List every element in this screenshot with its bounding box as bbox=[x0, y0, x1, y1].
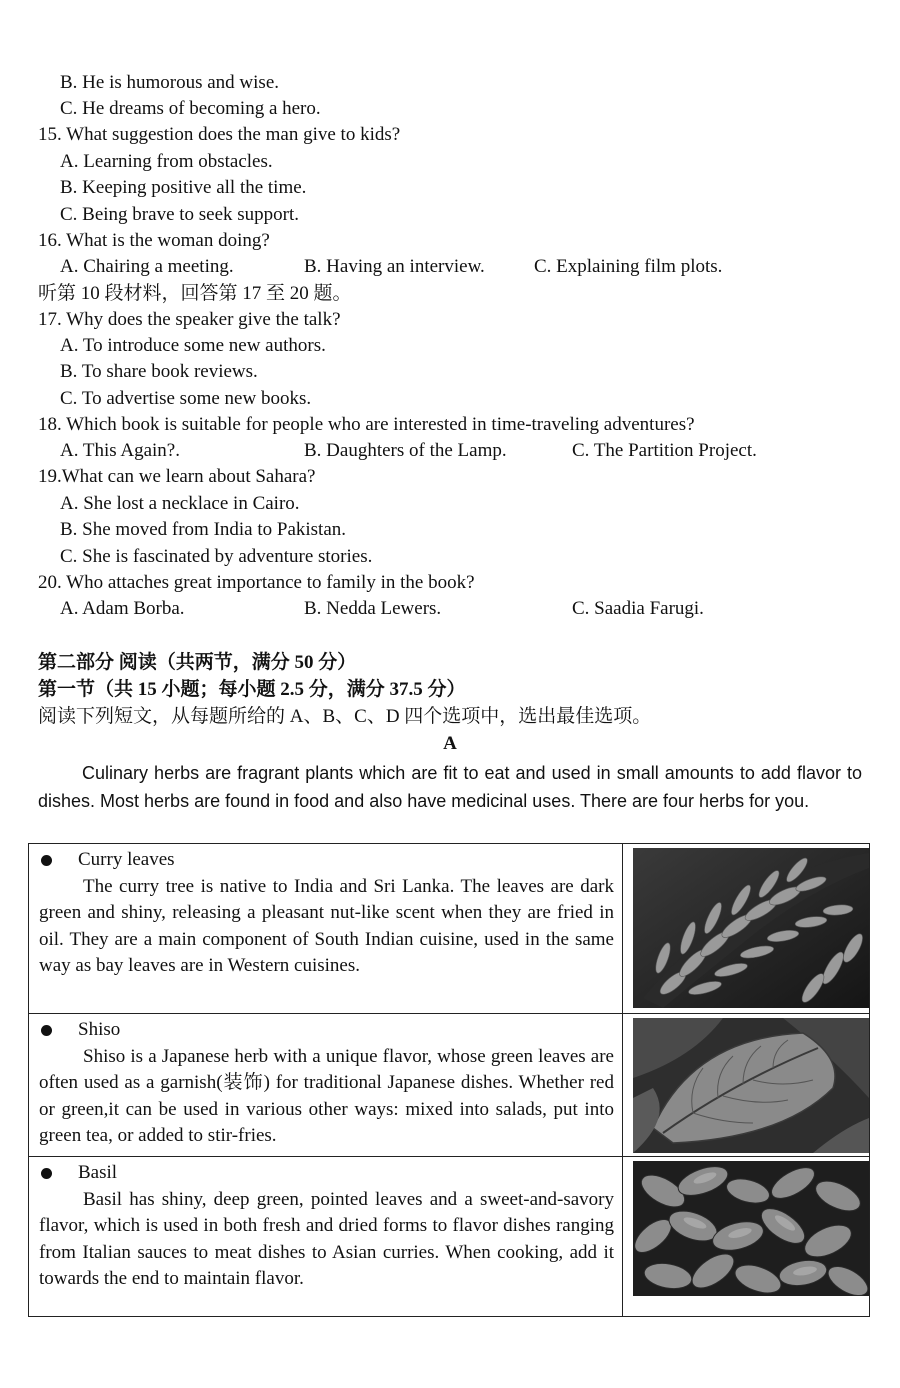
q20-question: 20. Who attaches great importance to family in the book? bbox=[38, 572, 475, 593]
reading-section-title: 第一节（共 15 小题；每小题 2.5 分，满分 37.5 分） bbox=[38, 679, 466, 700]
herb-heading bbox=[41, 1160, 117, 1186]
herb-description: Shiso is a Japanese herb with a unique flavor, whose green leaves are often used as a garnish(装饰) for traditional Japanese dishes. Whether red or green,it can be used in various other ways: mixed into salads, put into green tea, or added to stir-fries. bbox=[39, 1046, 614, 1147]
basil-photo bbox=[633, 1161, 869, 1296]
passage-label: A bbox=[443, 733, 457, 754]
herb-name: Curry leaves bbox=[78, 849, 175, 870]
herb-text-cell bbox=[29, 1157, 623, 1316]
q16-question: 16. What is the woman doing? bbox=[38, 230, 270, 251]
herb-name: Shiso bbox=[78, 1019, 121, 1040]
q14-option-c: C. He dreams of becoming a hero. bbox=[60, 98, 321, 119]
reading-instruction: 阅读下列短文，从每题所给的 A、B、C、D 四个选项中，选出最佳选项。 bbox=[38, 706, 652, 727]
q17-option-a: A. To introduce some new authors. bbox=[60, 335, 326, 356]
q16-option-c: C. Explaining film plots. bbox=[534, 256, 723, 277]
herb-row-curry bbox=[29, 844, 869, 1014]
q20-option-b: B. Nedda Lewers. bbox=[304, 598, 442, 619]
shiso-leaf-photo bbox=[633, 1018, 869, 1153]
bullet-icon bbox=[41, 1168, 52, 1179]
q15-option-c: C. Being brave to seek support. bbox=[60, 204, 300, 225]
q18-option-b: B. Daughters of the Lamp. bbox=[304, 440, 507, 461]
q20-option-a: A. Adam Borba. bbox=[60, 598, 185, 619]
q16-options bbox=[60, 254, 880, 280]
q18-question: 18. Which book is suitable for people who are interested in time-traveling adventures? bbox=[38, 414, 695, 435]
section10-instruction: 听第 10 段材料，回答第 17 至 20 题。 bbox=[38, 283, 352, 304]
q20-option-c: C. Saadia Farugi. bbox=[572, 598, 704, 619]
herb-text-cell bbox=[29, 1014, 623, 1156]
q17-option-b: B. To share book reviews. bbox=[60, 361, 258, 382]
q16-option-a: A. Chairing a meeting. bbox=[60, 256, 234, 277]
herb-heading bbox=[41, 847, 175, 873]
q19-option-c: C. She is fascinated by adventure stories. bbox=[60, 546, 373, 567]
q17-question: 17. Why does the speaker give the talk? bbox=[38, 309, 341, 330]
herb-description: Basil has shiny, deep green, pointed leaves and a sweet-and-savory flavor, which is used in both fresh and dried forms to flavor dishes ranging from Italian sauces to meat dishes to Asian curries. When cooking, add it towards the end to maintain flavor. bbox=[39, 1189, 614, 1290]
q19-question: 19.What can we learn about Sahara? bbox=[38, 466, 316, 487]
q17-option-c: C. To advertise some new books. bbox=[60, 388, 312, 409]
q18-option-c: C. The Partition Project. bbox=[572, 440, 757, 461]
q18-option-a: A. This Again?. bbox=[60, 440, 180, 461]
bullet-icon bbox=[41, 855, 52, 866]
q18-options bbox=[60, 438, 880, 464]
q14-option-b: B. He is humorous and wise. bbox=[60, 72, 280, 93]
bullet-icon bbox=[41, 1025, 52, 1036]
q19-option-b: B. She moved from India to Pakistan. bbox=[60, 519, 347, 540]
q20-options bbox=[60, 596, 880, 622]
passage-intro: Culinary herbs are fragrant plants which are fit to eat and used in small amounts to add flavor to dishes. Most herbs are found in food and also have medicinal uses. There are four herbs for you. bbox=[38, 763, 862, 811]
herb-table bbox=[28, 843, 870, 1317]
herb-heading bbox=[41, 1017, 120, 1043]
herb-description: The curry tree is native to India and Sri Lanka. The leaves are dark green and shiny, releasing a pleasant nut-like scent when they are fried in oil. They are a main component of South Indian cuisine, used in the same way as bay leaves are in Western cuisines. bbox=[39, 876, 614, 977]
reading-part-title: 第二部分 阅读（共两节，满分 50 分） bbox=[38, 652, 357, 673]
q15-question: 15. What suggestion does the man give to kids? bbox=[38, 124, 401, 145]
q19-option-a: A. She lost a necklace in Cairo. bbox=[60, 493, 300, 514]
q16-option-b: B. Having an interview. bbox=[304, 256, 485, 277]
herb-row-shiso bbox=[29, 1014, 869, 1157]
herb-text-cell bbox=[29, 844, 623, 1013]
herb-row-basil bbox=[29, 1157, 869, 1316]
herb-name: Basil bbox=[78, 1162, 118, 1183]
curry-leaves-photo bbox=[633, 848, 869, 1008]
q15-option-a: A. Learning from obstacles. bbox=[60, 151, 273, 172]
q15-option-b: B. Keeping positive all the time. bbox=[60, 177, 307, 198]
